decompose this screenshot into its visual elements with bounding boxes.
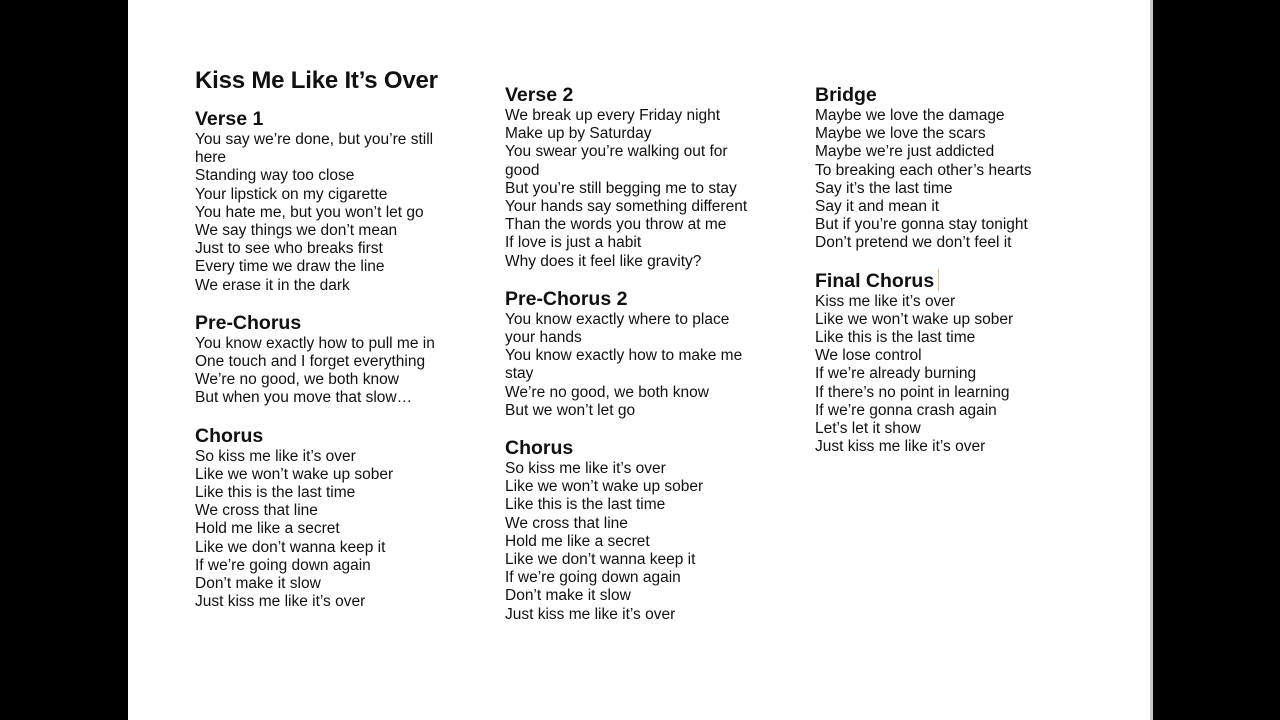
lyric-line[interactable]: Make up by Saturday xyxy=(505,125,652,143)
lyric-line[interactable]: Like we won’t wake up sober xyxy=(815,310,1014,328)
section-chorus xyxy=(505,436,770,624)
lyric-line[interactable]: If there’s no point in learning xyxy=(815,383,1010,401)
lyrics-column-2 xyxy=(505,0,770,624)
lyric-line[interactable]: You know exactly how to pull me in xyxy=(195,334,435,352)
lyric-line[interactable]: Let’s let it show xyxy=(815,420,921,438)
lyric-line[interactable]: Just kiss me like it’s over xyxy=(505,605,676,623)
lyric-line[interactable]: We lose control xyxy=(815,347,922,365)
lyric-line[interactable]: You know exactly how to make me xyxy=(505,347,743,365)
lyric-line[interactable]: Standing way too close xyxy=(195,167,355,185)
lyric-line[interactable]: We say things we don’t mean xyxy=(195,222,398,240)
lyric-line[interactable]: We erase it in the dark xyxy=(195,276,350,294)
lyric-line[interactable]: Say it’s the last time xyxy=(815,179,953,197)
lyric-line[interactable]: We’re no good, we both know xyxy=(505,383,709,401)
page-edge xyxy=(1150,0,1153,720)
lyrics-column-1 xyxy=(195,0,460,611)
lyric-line[interactable]: Maybe we’re just addicted xyxy=(815,143,995,161)
section-verse-1 xyxy=(195,107,460,295)
section-pre-chorus-2 xyxy=(505,287,770,420)
lyric-lines xyxy=(505,107,770,271)
lyric-line[interactable]: Your hands say something different xyxy=(505,198,748,216)
section-heading[interactable]: Chorus xyxy=(505,437,574,460)
lyric-line[interactable]: So kiss me like it’s over xyxy=(195,447,356,465)
lyric-line[interactable]: Hold me like a secret xyxy=(195,520,340,538)
lyric-line[interactable]: Than the words you throw at me xyxy=(505,216,727,234)
lyric-line[interactable]: Just to see who breaks first xyxy=(195,240,383,258)
lyric-line[interactable]: Your lipstick on my cigarette xyxy=(195,185,388,203)
lyric-line[interactable]: Maybe we love the scars xyxy=(815,125,986,143)
lyric-line[interactable]: Kiss me like it’s over xyxy=(815,292,956,310)
lyric-line[interactable]: If we’re already burning xyxy=(815,365,977,383)
lyric-line[interactable]: Why does it feel like gravity? xyxy=(505,252,702,270)
song-title[interactable]: Kiss Me Like It’s Over xyxy=(195,67,438,94)
section-verse-2 xyxy=(505,83,770,271)
lyric-line[interactable]: stay xyxy=(505,365,534,383)
lyric-lines xyxy=(505,311,770,420)
lyric-line[interactable]: But if you’re gonna stay tonight xyxy=(815,216,1028,234)
lyric-line[interactable]: Maybe we love the damage xyxy=(815,107,1005,124)
lyric-line[interactable]: Like we won’t wake up sober xyxy=(195,465,394,483)
lyric-line[interactable]: But you’re still begging me to stay xyxy=(505,179,737,197)
lyric-line[interactable]: To breaking each other’s hearts xyxy=(815,161,1032,179)
text-cursor xyxy=(938,269,939,291)
lyric-lines xyxy=(195,335,460,408)
section-heading[interactable]: Chorus xyxy=(195,424,264,447)
lyric-line[interactable]: You swear you’re walking out for xyxy=(505,143,728,161)
lyric-line[interactable]: If we’re gonna crash again xyxy=(815,401,997,419)
lyric-line[interactable]: Just kiss me like it’s over xyxy=(815,438,986,456)
section-bridge xyxy=(815,83,1080,253)
lyric-line[interactable]: Don’t make it slow xyxy=(505,587,631,605)
lyric-line[interactable]: You know exactly where to place xyxy=(505,310,730,328)
lyric-lines xyxy=(195,131,460,295)
section-heading[interactable]: Verse 1 xyxy=(195,108,264,130)
lyric-line[interactable]: Like this is the last time xyxy=(815,329,976,347)
lyric-line[interactable]: One touch and I forget everything xyxy=(195,353,426,371)
lyric-lines xyxy=(815,107,1080,253)
lyric-line[interactable]: If we’re going down again xyxy=(505,569,681,587)
lyrics-column-3 xyxy=(815,0,1080,456)
section-chorus xyxy=(195,424,460,612)
lyric-line[interactable]: Just kiss me like it’s over xyxy=(195,593,366,611)
section-heading[interactable]: Pre-Chorus 2 xyxy=(505,287,628,310)
section-heading[interactable]: Verse 2 xyxy=(505,84,574,106)
lyric-line[interactable]: We cross that line xyxy=(505,514,628,532)
section-heading[interactable]: Pre-Chorus xyxy=(195,311,302,334)
lyric-lines xyxy=(505,460,770,624)
lyric-line[interactable]: But we won’t let go xyxy=(505,401,636,419)
lyric-line[interactable]: Like we don’t wanna keep it xyxy=(195,538,386,556)
lyric-line[interactable]: good xyxy=(505,161,540,179)
lyric-line[interactable]: Don’t make it slow xyxy=(195,575,321,593)
lyric-line[interactable]: your hands xyxy=(505,329,582,347)
section-pre-chorus xyxy=(195,311,460,408)
lyric-line[interactable]: We break up every Friday night xyxy=(505,107,721,124)
lyric-line[interactable]: Like we don’t wanna keep it xyxy=(505,551,696,569)
lyric-line[interactable]: here xyxy=(195,149,227,167)
lyric-line[interactable]: Every time we draw the line xyxy=(195,258,385,276)
lyric-line[interactable]: Hold me like a secret xyxy=(505,532,650,550)
lyric-lines xyxy=(195,448,460,612)
lyric-line[interactable]: We’re no good, we both know xyxy=(195,371,399,389)
lyric-line[interactable]: We cross that line xyxy=(195,502,318,520)
lyric-line[interactable]: So kiss me like it’s over xyxy=(505,460,666,478)
lyric-line[interactable]: You say we’re done, but you’re still xyxy=(195,131,434,148)
lyric-line[interactable]: You hate me, but you won’t let go xyxy=(195,203,424,221)
lyric-line[interactable]: Like this is the last time xyxy=(505,496,666,514)
lyric-line[interactable]: Don’t pretend we don’t feel it xyxy=(815,234,1012,252)
lyric-line[interactable]: Like this is the last time xyxy=(195,484,356,502)
section-heading[interactable]: Final Chorus xyxy=(815,269,935,292)
section-heading-with-cursor[interactable] xyxy=(815,269,1080,293)
lyric-lines xyxy=(815,293,1080,457)
section-heading[interactable]: Bridge xyxy=(815,84,877,106)
section-final-chorus xyxy=(815,269,1080,457)
lyric-line[interactable]: Like we won’t wake up sober xyxy=(505,478,704,496)
lyric-line[interactable]: If love is just a habit xyxy=(505,234,642,252)
lyric-line[interactable]: If we’re going down again xyxy=(195,556,371,574)
lyric-line[interactable]: Say it and mean it xyxy=(815,198,940,216)
lyric-line[interactable]: But when you move that slow… xyxy=(195,389,413,407)
